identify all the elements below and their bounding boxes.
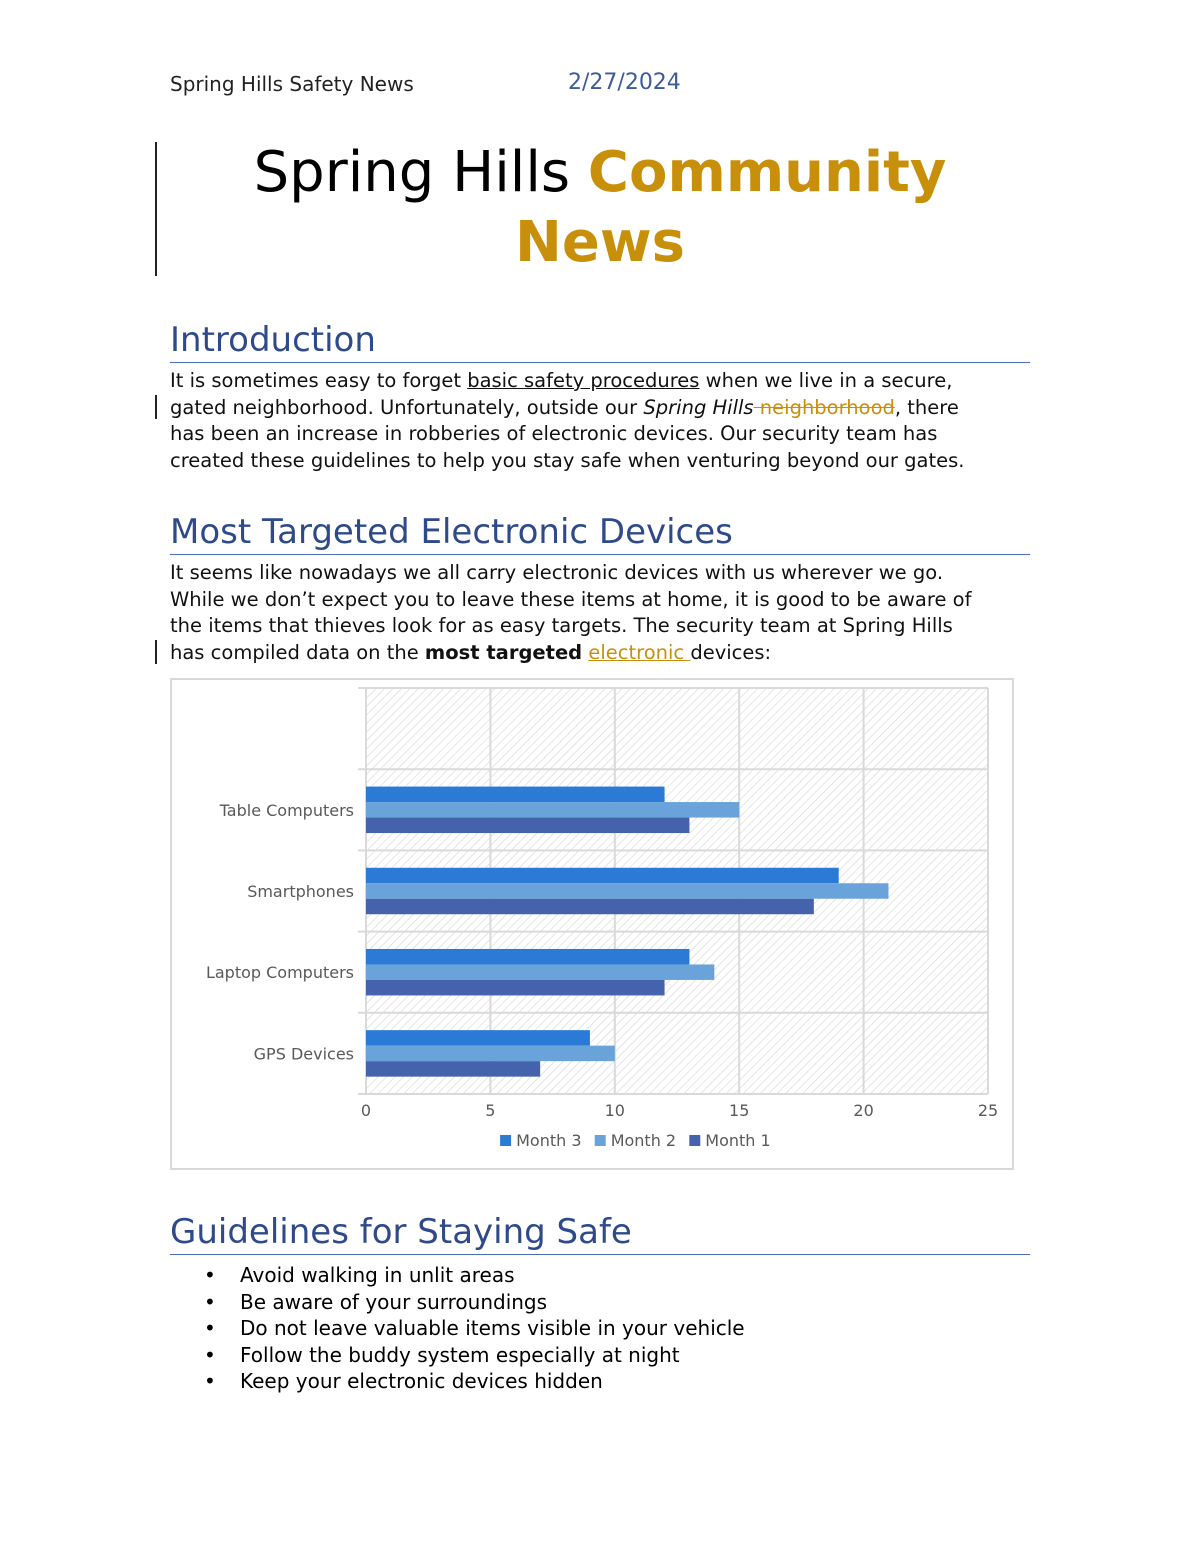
title-accent-word-2: News: [515, 210, 685, 275]
section-heading-devices: Most Targeted Electronic Devices: [170, 512, 1030, 555]
list-item-text: Do not leave valuable items visible in your vehicle: [240, 1316, 745, 1340]
revision-bar: [155, 640, 157, 664]
bullet-icon: •: [204, 1289, 216, 1314]
section-heading-guidelines: Guidelines for Staying Safe: [170, 1212, 1030, 1255]
bar-month-1: [366, 1061, 540, 1077]
list-item: [170, 1289, 1030, 1316]
tracked-deletion: neighborhood: [753, 395, 895, 419]
legend-swatch: [595, 1135, 606, 1146]
chart-svg: [172, 680, 1012, 1168]
document-header-title: Spring Hills Safety News: [170, 72, 414, 96]
y-category-label: Smartphones: [247, 882, 354, 901]
list-item-text: Be aware of your surroundings: [240, 1289, 548, 1314]
bar-month-3: [366, 787, 665, 803]
x-tick-label: 25: [977, 1101, 999, 1120]
title-plain: Spring Hills: [253, 140, 588, 205]
bar-month-2: [366, 883, 888, 899]
tracked-insertion: electronic: [588, 640, 691, 664]
section-heading-introduction: Introduction: [170, 320, 1030, 363]
bar-month-3: [366, 1030, 590, 1046]
guidelines-list: [170, 1262, 1030, 1395]
document-header-date: 2/27/2024: [568, 70, 681, 95]
legend-swatch: [500, 1135, 511, 1146]
list-item: [170, 1315, 1030, 1342]
list-item-text: Keep your electronic devices hidden: [240, 1369, 603, 1393]
x-tick-label: 20: [853, 1101, 874, 1120]
list-item-text: Avoid walking in unlit areas: [240, 1263, 515, 1287]
devices-paragraph: It seems like nowadays we all carry electronic devices with us wherever we go. While we don’t expect you to leave these items at home, it is good to be aware of the items that thieves look for as easy targets. The security team at Spring Hills has compiled data on the most targeted electronic devices:: [170, 561, 972, 664]
bar-month-2: [366, 802, 739, 818]
bar-month-2: [366, 1046, 615, 1062]
intro-paragraph: It is sometimes easy to forget basic safety procedures when we live in a secure, gated neighborhood. Unfortunately, outside our Spring Hills neighborhood, there has been an increase in robberies of electronic devices. Our security team has created these guidelines to help you stay safe when venturing beyond our gates.: [170, 369, 965, 472]
bullet-icon: •: [204, 1316, 216, 1340]
bar-month-3: [366, 868, 839, 884]
revision-bar: [155, 142, 157, 276]
list-item: [170, 1342, 1030, 1369]
page-title: [170, 138, 1030, 278]
bar-month-2: [366, 964, 714, 980]
x-tick-label: 5: [485, 1101, 496, 1120]
legend-label: Month 3: [516, 1131, 582, 1150]
revision-bar: [155, 395, 157, 419]
bar-chart[interactable]: [170, 678, 1014, 1170]
bar-month-1: [366, 980, 665, 996]
bar-month-1: [366, 818, 689, 834]
y-category-label: Table Computers: [219, 800, 354, 820]
bullet-icon: •: [204, 1263, 216, 1287]
bullet-icon: •: [204, 1369, 216, 1393]
list-item: [170, 1262, 1030, 1289]
bar-month-1: [366, 899, 814, 915]
hyperlink[interactable]: basic safety procedures: [467, 369, 700, 392]
x-tick-label: 15: [729, 1101, 750, 1120]
bar-month-3: [366, 949, 689, 965]
x-tick-label: 10: [604, 1101, 625, 1120]
bullet-icon: •: [204, 1342, 216, 1367]
y-category-label: Laptop Computers: [205, 963, 354, 983]
x-tick-label: 0: [360, 1101, 372, 1120]
legend-label: Month 2: [610, 1131, 677, 1150]
legend-swatch: [689, 1135, 700, 1146]
list-item-text: Follow the buddy system especially at night: [240, 1342, 680, 1367]
title-accent-word: Community: [587, 140, 947, 205]
y-category-label: GPS Devices: [253, 1044, 354, 1064]
list-item: [170, 1368, 1030, 1395]
legend-label: Month 1: [705, 1131, 771, 1150]
